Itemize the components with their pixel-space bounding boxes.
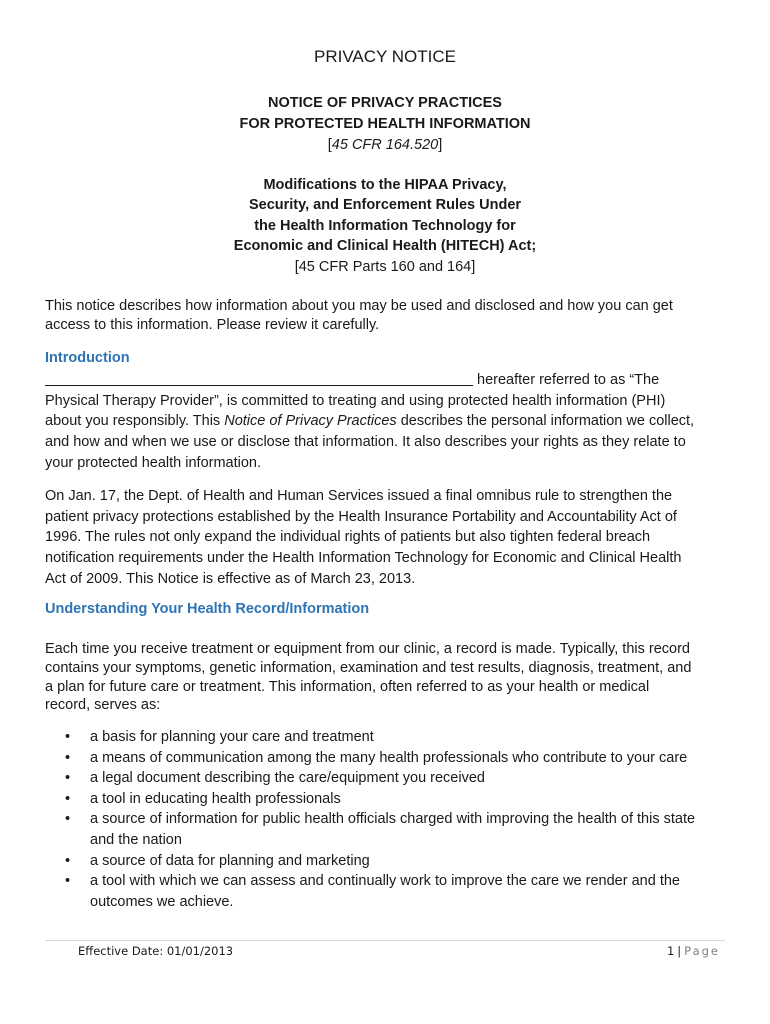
provider-name-blank-field[interactable] — [45, 371, 473, 386]
list-item — [45, 809, 735, 830]
page-separator: | — [677, 944, 682, 958]
bullet-icon: • — [65, 770, 71, 787]
list-item-continuation — [45, 830, 735, 851]
modifications-line4: Economic and Clinical Health (HITECH) Act; — [233, 238, 537, 254]
omnibus-line4: notification requirements under the Health Information Technology for Economic and Clinical Health — [45, 550, 682, 567]
notice-heading-line1: NOTICE OF PRIVACY PRACTICES — [268, 95, 502, 111]
list-item-continuation — [45, 892, 735, 913]
modifications-line2: Security, and Enforcement Rules Under — [248, 197, 522, 213]
list-item-text: a tool with which we can assess and continually work to improve the care we render and the — [90, 873, 680, 890]
understanding-paragraph — [45, 640, 735, 715]
bullet-icon: • — [65, 749, 71, 766]
list-item-text: outcomes we achieve. — [90, 893, 234, 910]
section-heading-understanding: Understanding Your Health Record/Information — [45, 601, 370, 617]
understanding-line4: record, serves as: — [45, 697, 161, 714]
list-item — [45, 727, 735, 748]
list-item — [45, 789, 735, 810]
list-item-text: a legal document describing the care/equipment you received — [90, 770, 485, 787]
list-item — [45, 748, 735, 769]
citation-text: 45 CFR 164.520 — [331, 137, 439, 153]
omnibus-line2: patient privacy protections established by the Health Insurance Portability and Accountability Act of — [45, 508, 677, 525]
intro-line3 — [45, 411, 735, 432]
citation-close-bracket: ] — [438, 137, 443, 153]
health-record-uses-list — [45, 727, 735, 912]
intro-line5: your protected health information. — [45, 454, 262, 471]
list-item — [45, 768, 735, 789]
list-item-text: a source of information for public health officials charged with improving the health of this state — [90, 811, 696, 828]
omnibus-rule-paragraph — [45, 486, 735, 590]
notice-description — [45, 297, 735, 335]
citation-cfr-160-164: [45 CFR Parts 160 and 164] — [294, 259, 476, 275]
list-item-text: a basis for planning your care and treatment — [90, 729, 374, 745]
omnibus-line3: 1996. The rules not only expand the individual rights of patients but also tighten federal breach — [45, 529, 651, 546]
notice-description-line2: access to this information. Please review it carefully. — [45, 316, 380, 333]
intro-line3-post: describes the personal information we collect, — [396, 413, 695, 430]
omnibus-line1: On Jan. 17, the Dept. of Health and Human Services issued a final omnibus rule to strengthen the — [45, 488, 673, 504]
omnibus-line5: Act of 2009. This Notice is effective as of March 23, 2013. — [45, 570, 416, 587]
footer-page-number — [667, 944, 720, 958]
footer-divider — [45, 940, 725, 941]
bullet-icon: • — [65, 729, 71, 745]
bullet-icon: • — [65, 852, 71, 869]
intro-line4: and how and when we use or disclose that information. It also describes your rights as they relate to — [45, 434, 686, 451]
understanding-line1: Each time you receive treatment or equipment from our clinic, a record is made. Typically, this record — [45, 641, 690, 657]
citation-cfr-164-520 — [0, 137, 770, 153]
intro-line1-text: hereafter referred to as “The — [473, 372, 660, 388]
list-item-text: a tool in educating health professionals — [90, 790, 341, 807]
bullet-icon: • — [65, 811, 71, 828]
notice-description-line1: This notice describes how information about you may be used and disclosed and how you can get — [45, 298, 673, 314]
list-item — [45, 851, 735, 872]
understanding-line3: a plan for future care or treatment. This information, often referred to as your health or medical — [45, 678, 650, 695]
bullet-icon: • — [65, 873, 71, 890]
list-item-text: a means of communication among the many health professionals who contribute to your care — [90, 749, 688, 766]
page-number: 1 — [666, 944, 675, 958]
list-item-text: and the nation — [90, 831, 182, 848]
modifications-line1: Modifications to the HIPAA Privacy, — [263, 177, 507, 193]
bullet-icon: • — [65, 790, 71, 807]
page-label: Page — [684, 944, 720, 958]
intro-line3-pre: about you responsibly. This — [45, 413, 225, 430]
introduction-paragraph — [45, 370, 735, 474]
list-item-text: a source of data for planning and marketing — [90, 852, 370, 869]
modifications-line3: the Health Information Technology for — [254, 218, 516, 234]
intro-line2: Physical Therapy Provider”, is committed to treating and using protected health information (PHI) — [45, 392, 666, 409]
understanding-line2: contains your symptoms, genetic information, examination and test results, diagnosis, treatment, and — [45, 659, 692, 676]
citation-open-bracket: [ — [327, 137, 332, 153]
list-item — [45, 871, 735, 892]
notice-heading-line2: FOR PROTECTED HEALTH INFORMATION — [239, 116, 531, 132]
footer-effective-date: Effective Date: 01/01/2013 — [78, 944, 234, 958]
section-heading-introduction: Introduction — [45, 350, 130, 366]
intro-line3-italic: Notice of Privacy Practices — [224, 413, 397, 430]
page-title: PRIVACY NOTICE — [313, 47, 456, 66]
